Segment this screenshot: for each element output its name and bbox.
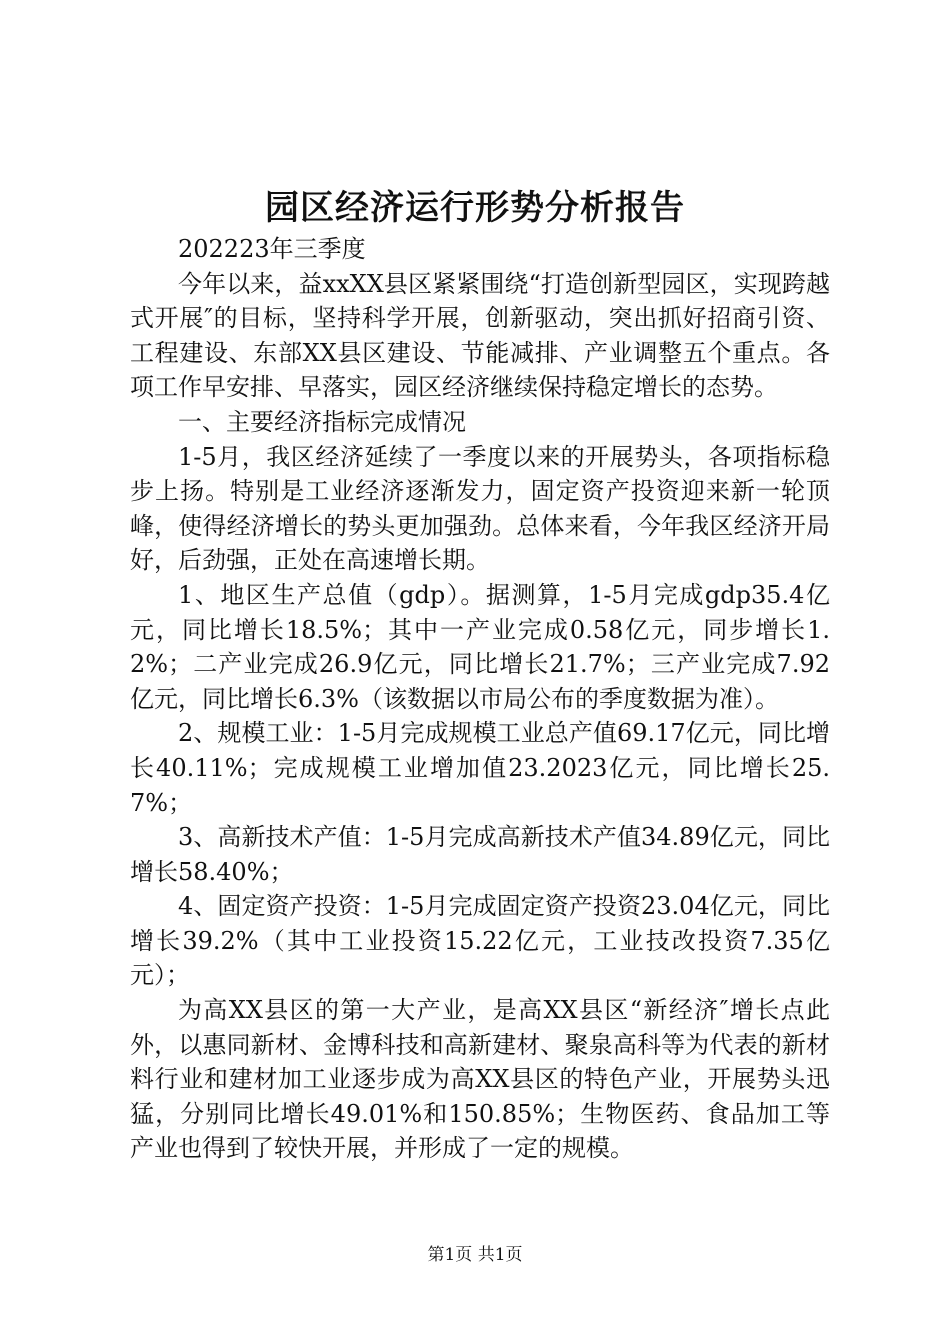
investment-paragraph: 4、固定资产投资：1-5月完成固定资产投资23.04亿元，同比增长39.2%（其中工业投资15.22亿元，工业技改投资7.35亿元）； — [130, 892, 830, 990]
hightech-paragraph: 3、高新技术产值：1-5月完成高新技术产值34.89亿元，同比增长58.40%； — [130, 823, 830, 886]
intro-paragraph: 今年以来，益xxXX县区紧紧围绕“打造创新型园区，实现跨越式开展″的目标，坚持科学开展，创新驱动，突出抓好招商引资、工程建设、东部XX县区建设、节能减排、产业调整五个重点。各项工作早安排、早落实，园区经济继续保持稳定增长的态势。 — [130, 269, 830, 402]
document-title: 园区经济运行形势分析报告 — [265, 188, 685, 228]
document-body — [130, 232, 830, 1166]
section-heading: 一、主要经济指标完成情况 — [178, 407, 466, 436]
page-footer: 第1页 共1页 — [427, 1245, 523, 1265]
overview-paragraph: 1-5月，我区经济延续了一季度以来的开展势头，各项指标稳步上扬。特别是工业经济逐渐发力，固定资产投资迎来新一轮顶峰，使得经济增长的势头更加强劲。总体来看，今年我区经济开局好，后劲强，正处在高速增长期。 — [130, 442, 830, 575]
industry-paragraph: 2、规模工业：1-5月完成规模工业总产值69.17亿元，同比增长40.11%；完成规模工业增加值23.2023亿元，同比增长25.7%； — [130, 719, 830, 817]
date-line: 202223年三季度 — [178, 235, 366, 263]
gdp-paragraph: 1、地区生产总值（gdp）。据测算，1-5月完成gdp35.4亿元，同比增长18.5%；其中一产业完成0.58亿元，同步增长1.2%；二产业完成26.9亿元，同比增长21.7%；三产业完成7.92亿元，同比增长6.3%（该数据以市局公布的季度数据为准）。 — [130, 580, 830, 713]
industry-detail-paragraph: 为高XX县区的第一大产业，是高XX县区“新经济″增长点此外，以惠同新材、金博科技和高新建材、聚泉高科等为代表的新材料行业和建材加工业逐步成为高XX县区的特色产业，开展势头迅猛，分别同比增长49.01%和150.85%；生物医药、食品加工等产业也得到了较快开展，并形成了一定的规模。 — [130, 996, 830, 1163]
